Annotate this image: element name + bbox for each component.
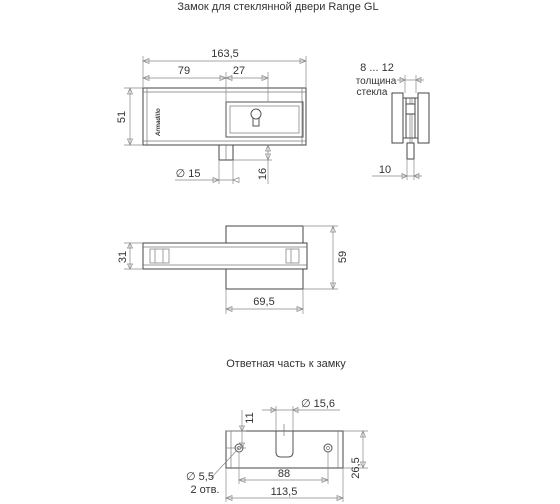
counterpart-plate [226, 431, 343, 468]
dim-hole-spacing: 88 [277, 468, 291, 480]
dim-left-part: 79 [177, 65, 191, 77]
dim-mount-hole-count: 2 отв. [190, 484, 220, 496]
side-right-block [418, 93, 429, 143]
counterpart-view [186, 398, 368, 502]
dim-top-bottom-width: 69,5 [253, 296, 275, 308]
dim-hole-diameter: ∅ 15,6 [300, 398, 336, 410]
top-lower-plate [226, 269, 303, 289]
brand-logo: Armadillo [156, 108, 162, 136]
side-left-block [392, 93, 403, 143]
dim-side-bottom: 10 [378, 164, 392, 176]
thickness-note-line1: толщина [355, 76, 397, 87]
dim-overall-width: 163,5 [211, 48, 239, 60]
dim-height: 51 [116, 110, 128, 124]
dim-counterpart-width: 113,5 [270, 486, 298, 498]
side-view [356, 62, 429, 180]
dim-top-left-height: 31 [117, 250, 129, 264]
dim-middle-part: 27 [232, 65, 246, 77]
lock-body [143, 88, 306, 145]
top-upper-plate [226, 226, 303, 243]
side-pin [407, 143, 414, 159]
dim-mount-hole: ∅ 5,5 [186, 471, 214, 483]
top-view [117, 226, 349, 314]
dim-thickness-range: 8 ... 12 [360, 62, 394, 74]
front-view [116, 48, 306, 184]
dim-counterpart-height: 26,5 [350, 457, 362, 479]
thickness-note-line2: стекла [356, 87, 388, 98]
dim-pin-diameter: ∅ 15 [175, 168, 201, 180]
main-title: Замок для стеклянной двери Range GL [177, 1, 379, 13]
dim-top-right-height: 59 [337, 250, 349, 264]
dim-pin-length: 16 [257, 167, 269, 181]
counterpart-title: Ответная часть к замку [226, 358, 346, 370]
dim-slot-depth: 11 [244, 412, 256, 424]
